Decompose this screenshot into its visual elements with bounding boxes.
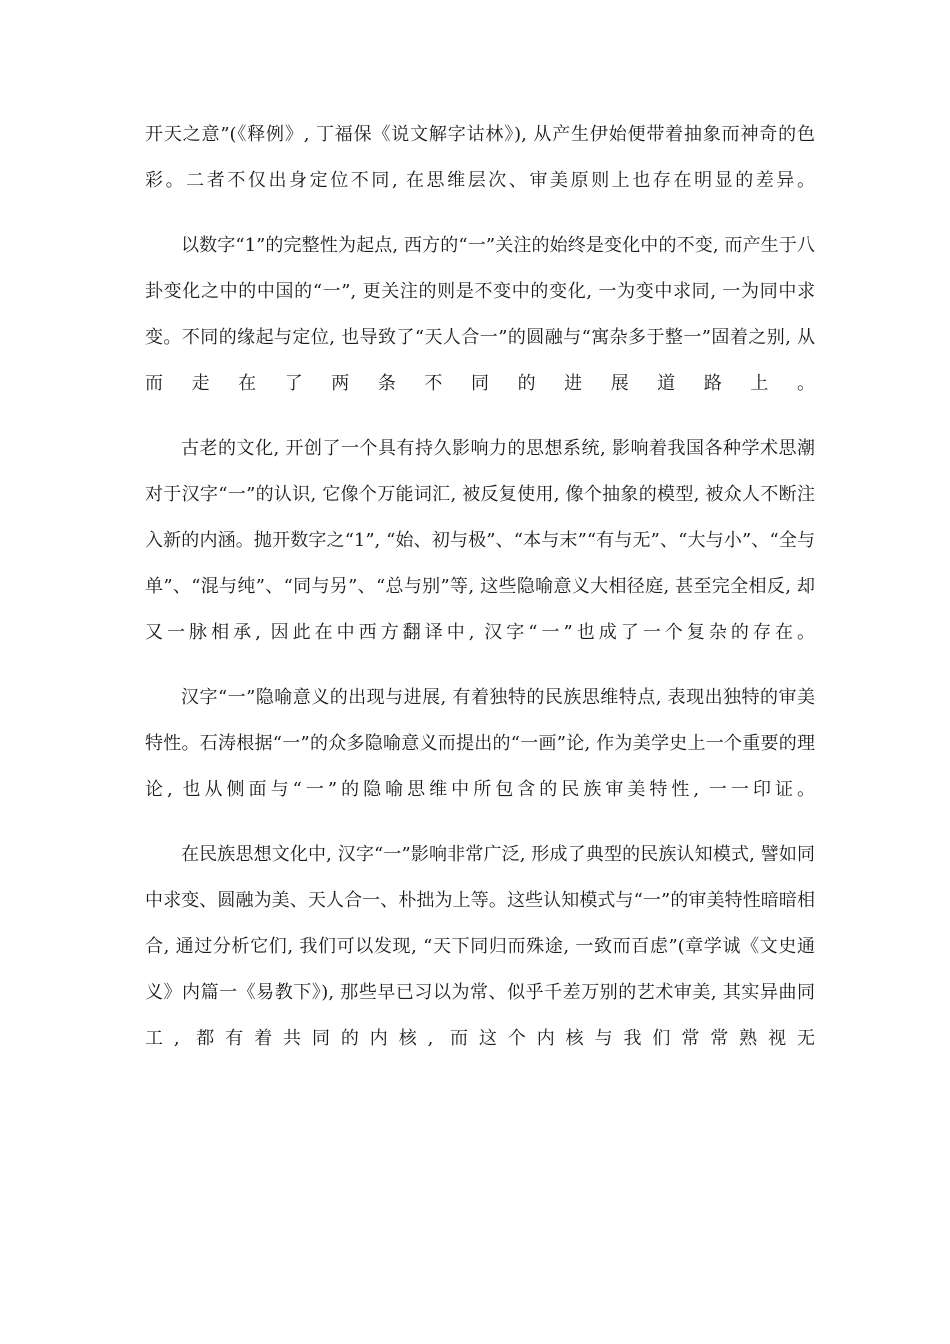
paragraph-4: 汉字“一”隐喻意义的出现与进展, 有着独特的民族思维特点, 表现出独特的审美特性。石涛根据“一”的众多隐喻意义而提出的“一画”论, 作为美学史上一个重要的理论, 也从侧面与“一”的隐喻思维中所包含的民族审美特性, 一一印证。 [145, 687, 815, 800]
paragraph-2: 以数字“1”的完整性为起点, 西方的“一”关注的始终是变化中的不变, 而产生于八卦变化之中的中国的“一”, 更关注的则是不变中的变化, 一为变中求同, 一为同中求变。不同的缘起与定位, 也导致了“天人合一”的圆融与“寓杂多于整一”固着之别, 从而走在了两条不同的进展道路上。 [145, 235, 815, 394]
paragraph-1: 开天之意”(《释例》, 丁福保《说文解字诂林》), 从产生伊始便带着抽象而神奇的色彩。二者不仅出身定位不同, 在思维层次、审美原则上也存在明显的差异。 [145, 124, 815, 191]
paragraph-5: 在民族思想文化中, 汉字“一”影响非常广泛, 形成了典型的民族认知模式, 譬如同中求变、圆融为美、天人合一、朴拙为上等。这些认知模式与“一”的审美特性暗暗相合, 通过分析它们, 我们可以发现, “天下同归而殊途, 一致而百虑”(章学诚《文史通义》内篇一《易教下》), 那些早已习以为常、似乎千差万别的艺术审美, 其实异曲同工, 都有着共同的内核, 而这个内核与我们常常熟视无 [145, 844, 815, 1049]
text-body [145, 112, 815, 1081]
paragraph-3: 古老的文化, 开创了一个具有持久影响力的思想系统, 影响着我国各种学术思潮对于汉字“一”的认识, 它像个万能词汇, 被反复使用, 像个抽象的模型, 被众人不断注入新的内涵。抛开数字之“1”, “始、初与极”、“本与末”“有与无”、“大与小”、“全与单”、“混与纯”、“同与另”、“总与别”等, 这些隐喻意义大相径庭, 甚至完全相反, 却又一脉相承, 因此在中西方翻译中, 汉字“一”也成了一个复杂的存在。 [145, 438, 815, 643]
